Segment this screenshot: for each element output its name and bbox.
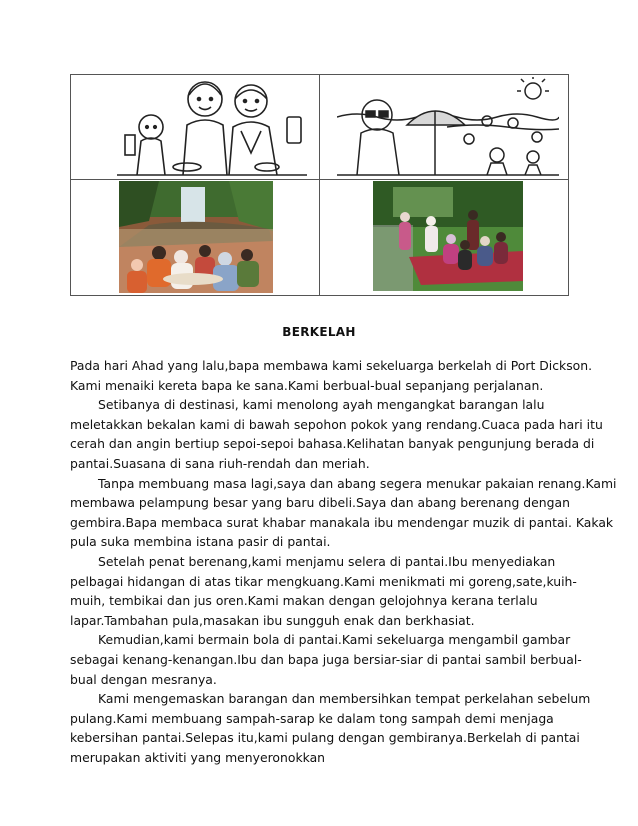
essay-line: membawa pelampung besar yang baru dibeli.Saya dan abang berenang dengan xyxy=(70,495,570,511)
essay-line: Setibanya di destinasi, kami menolong ayah mengangkat barangan lalu xyxy=(98,397,545,413)
essay-line: muih, tembikai dan jus oren.Kami makan dengan gelojohnya kerana terlalu xyxy=(70,593,538,609)
essay-line: pula suka membina istana pasir di pantai. xyxy=(70,534,331,550)
grid-divider-vertical xyxy=(319,75,320,295)
essay-line: bual dengan mesranya. xyxy=(70,671,217,687)
waterfall-picnic-photo xyxy=(119,181,273,293)
essay-title: BERKELAH xyxy=(282,325,356,339)
essay-line: kebersihan pantai.Selepas itu,kami pulang dengan gembiranya.Berkelah di pantai xyxy=(70,730,580,746)
image-grid xyxy=(70,74,569,296)
essay-line: Tanpa membuang masa lagi,saya dan abang segera menukar pakaian renang.Kami xyxy=(98,475,617,491)
essay-line: Kami menaiki kereta bapa ke sana.Kami berbual-bual sepanjang perjalanan. xyxy=(70,377,544,393)
essay-line: Pada hari Ahad yang lalu,bapa membawa kami sekeluarga berkelah di Port Dickson. xyxy=(70,358,593,373)
grid-divider-horizontal xyxy=(71,179,568,180)
essay-line: sebagai kenang-kenangan.Ibu dan bapa juga bersiar-siar di pantai sambil berbual- xyxy=(70,651,582,667)
essay-line: lapar.Tambahan pula,masakan ibu sungguh enak dan berkhasiat. xyxy=(70,612,475,628)
essay-line: merupakan aktiviti yang menyeronokkan xyxy=(70,749,326,765)
essay-line: Setelah penat berenang,kami menjamu selera di pantai.Ibu menyediakan xyxy=(98,553,556,569)
essay-line: pantai.Suasana di sana riuh-rendah dan meriah. xyxy=(70,455,370,471)
essay-line: pelbagai hidangan di atas tikar mengkuang.Kami menikmati mi goreng,sate,kuih- xyxy=(70,573,577,589)
essay-line: meletakkan bekalan kami di bawah sepohon pokok yang rendang.Cuaca pada hari itu xyxy=(70,416,603,432)
family-picnic-drawing xyxy=(117,77,307,177)
essay-line: cerah dan angin bertiup sepoi-sepoi bahasa.Kelihatan banyak pengunjung berada di xyxy=(70,436,595,452)
essay-line: Kemudian,kami bermain bola di pantai.Kami sekeluarga mengambil gambar xyxy=(98,632,571,648)
essay-line: Kami mengemaskan barangan dan membersihkan tempat perkelahan sebelum xyxy=(98,691,591,707)
beach-scene-drawing xyxy=(337,77,559,177)
park-picnic-photo xyxy=(373,181,523,291)
essay-body xyxy=(70,356,617,767)
essay-line: pulang.Kami membuang sampah-sarap ke dalam tong sampah demi menjaga xyxy=(70,710,554,726)
essay-line: gembira.Bapa membaca surat khabar manakala ibu mendengar muzik di pantai. Kakak xyxy=(70,514,614,530)
